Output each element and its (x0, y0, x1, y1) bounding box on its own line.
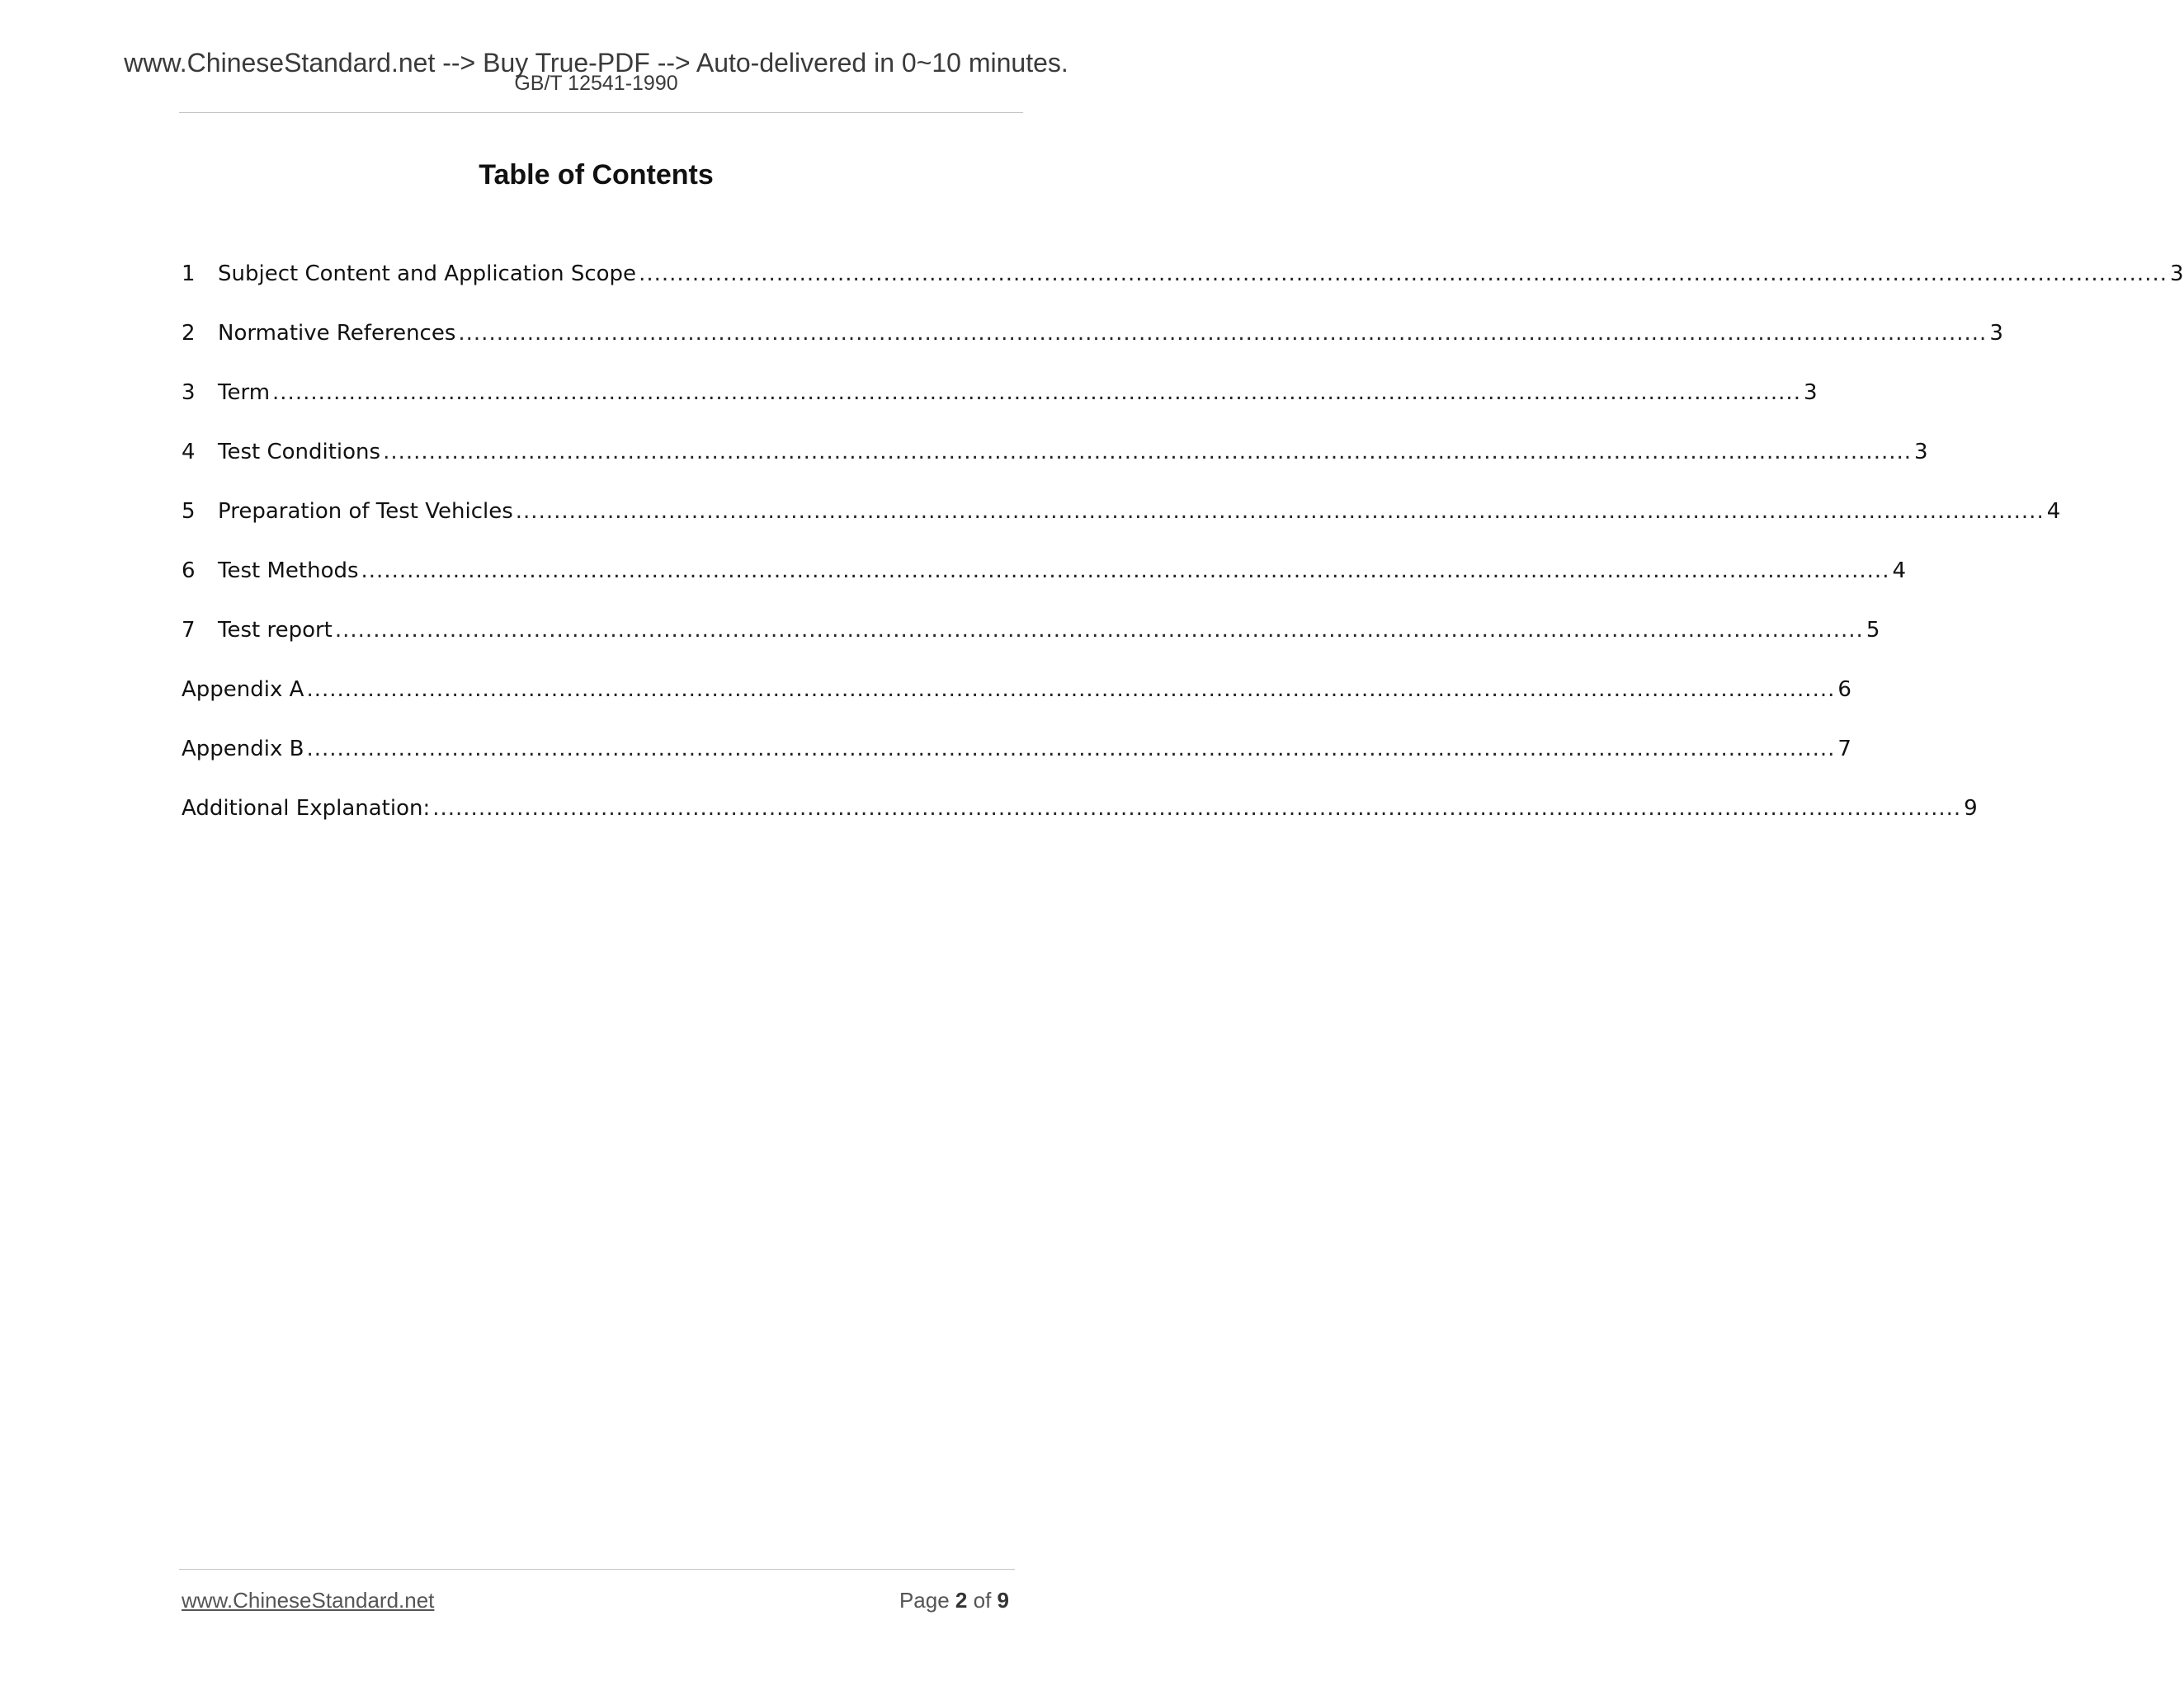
toc-entry-appendix-a[interactable] (182, 676, 1851, 736)
toc-entry-number: 7 (182, 618, 196, 643)
toc-entry-page: 6 (1837, 677, 1851, 702)
toc-entry-title: Test Methods (218, 558, 359, 583)
toc-entry-number: 3 (182, 380, 196, 405)
footer-site-link[interactable]: www.ChineseStandard.net (182, 1588, 435, 1613)
footer-divider (179, 1569, 1015, 1570)
toc-entry-6[interactable] (182, 558, 1907, 617)
toc-entry-number: 4 (182, 440, 196, 464)
toc-entry-page: 4 (2046, 499, 2061, 524)
toc-entry-page: 5 (1866, 618, 1880, 643)
page-title: Table of Contents (479, 159, 714, 191)
toc-entry-2[interactable] (182, 320, 2003, 379)
dot-leader: ........................................................................................................................................................................................................ (334, 618, 1864, 643)
toc-entry-title: Appendix A (182, 677, 304, 702)
total-page-count: 9 (997, 1588, 1009, 1613)
toc-entry-title: Subject Content and Application Scope (218, 261, 637, 286)
header-divider (179, 112, 1023, 113)
toc-entry-page: 3 (1803, 380, 1818, 405)
toc-entry-number: 6 (182, 558, 196, 583)
table-of-contents (182, 261, 2184, 855)
current-page-number: 2 (955, 1588, 968, 1613)
toc-entry-page: 4 (1892, 558, 1907, 583)
toc-entry-additional-explanation[interactable] (182, 795, 1978, 855)
toc-entry-number: 1 (182, 261, 196, 286)
toc-entry-title: Appendix B (182, 737, 304, 761)
dot-leader: ........................................................................................................................................................................................................ (432, 796, 1962, 821)
toc-entry-title: Test Conditions (218, 440, 381, 464)
dot-leader: ........................................................................................................................................................................................................ (272, 380, 1801, 405)
dot-leader: ........................................................................................................................................................................................................ (383, 440, 1913, 464)
page-of-label: of (973, 1588, 992, 1613)
dot-leader: ........................................................................................................................................................................................................ (361, 558, 1890, 583)
toc-entry-number: 5 (182, 499, 196, 524)
dot-leader: ........................................................................................................................................................................................................ (515, 499, 2045, 524)
toc-entry-4[interactable] (182, 439, 1928, 498)
site-banner: www.ChineseStandard.net --> Buy True-PDF --> Auto-delivered in 0~10 minutes. (124, 48, 1068, 78)
toc-entry-number: 2 (182, 321, 196, 346)
dot-leader: ........................................................................................................................................................................................................ (306, 737, 1836, 761)
toc-entry-1[interactable] (182, 261, 2184, 320)
toc-entry-page: 9 (1964, 796, 1978, 821)
dot-leader: ........................................................................................................................................................................................................ (458, 321, 1988, 346)
toc-entry-page: 3 (1989, 321, 2003, 346)
toc-entry-page: 7 (1837, 737, 1851, 761)
toc-entry-title: Normative References (218, 321, 456, 346)
dot-leader: ........................................................................................................................................................................................................ (639, 261, 2167, 286)
toc-entry-page: 3 (1914, 440, 1928, 464)
toc-entry-page: 3 (2170, 261, 2184, 286)
page-prefix: Page (899, 1588, 950, 1613)
toc-entry-3[interactable] (182, 379, 1818, 439)
toc-entry-title: Term (218, 380, 271, 405)
dot-leader: ........................................................................................................................................................................................................ (306, 677, 1836, 702)
document-code: GB/T 12541-1990 (514, 72, 678, 95)
toc-entry-appendix-b[interactable] (182, 736, 1851, 795)
toc-entry-7[interactable] (182, 617, 1880, 676)
toc-entry-5[interactable] (182, 498, 2061, 558)
toc-entry-title: Test report (218, 618, 333, 643)
toc-entry-title: Additional Explanation: (182, 796, 431, 821)
toc-entry-title: Preparation of Test Vehicles (218, 499, 513, 524)
page-indicator (899, 1588, 1009, 1613)
